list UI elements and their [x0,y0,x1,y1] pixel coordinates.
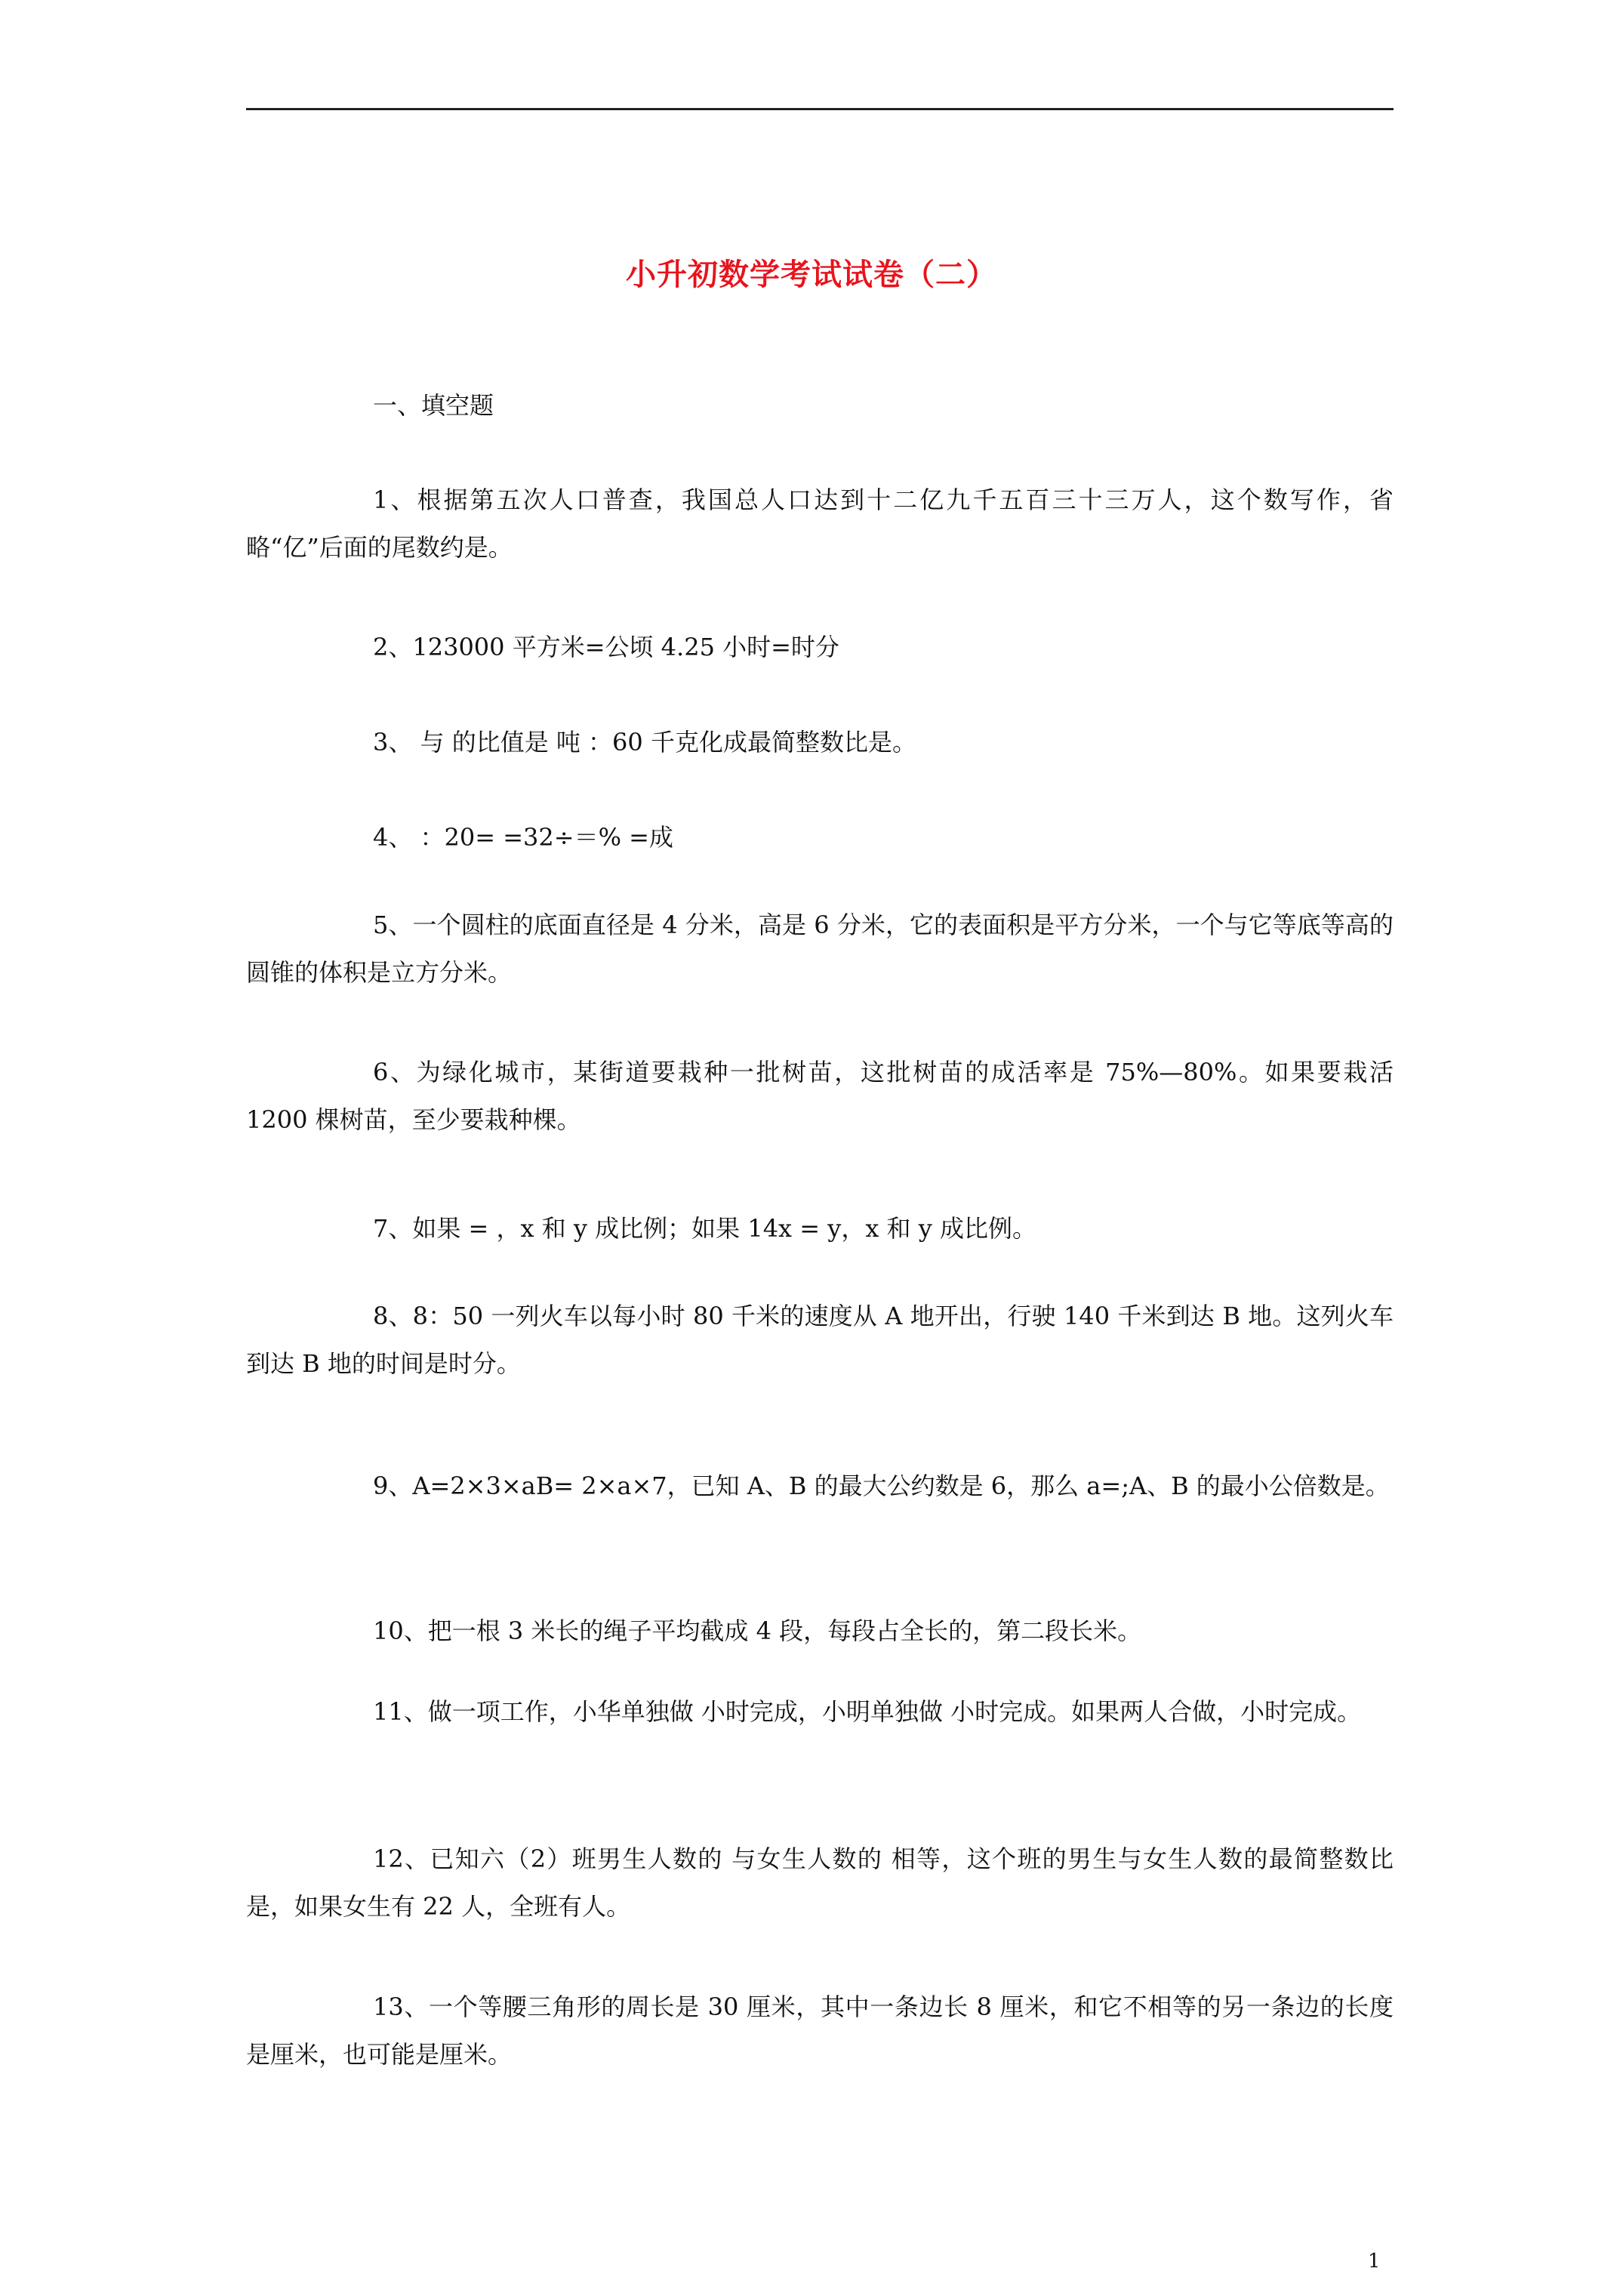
question-5: 5、一个圆柱的底面直径是 4 分米，高是 6 分米，它的表面积是平方分米，一个与它等底等高的圆锥的体积是立方分米。 [246,911,1394,987]
question-11: 11、做一项工作，小华单独做 小时完成，小明单独做 小时完成。如果两人合做，小时完成。 [373,1697,1362,1726]
question-8: 8、8：50 一列火车以每小时 80 千米的速度从 A 地开出，行驶 140 千米到达 B 地。这列火车到达 B 地的时间是时分。 [246,1302,1394,1378]
question-4: 4、 ：20= =32÷＝% =成 [373,823,673,852]
page-title: 小升初数学考试试卷（二） [626,257,997,292]
question-9: 9、A=2×3×aB= 2×a×7，已知 A、B 的最大公约数是 6，那么 a=;A、B 的最小公倍数是。 [373,1472,1390,1500]
header-rule [246,108,1394,110]
question-1: 1、根据第五次人口普查，我国总人口达到十二亿九千五百三十三万人，这个数写作，省略“亿”后面的尾数约是。 [246,485,1394,562]
question-12: 12、已知六（2）班男生人数的 与女生人数的 相等，这个班的男生与女生人数的最简整数比是，如果女生有 22 人，全班有人。 [246,1845,1394,1921]
question-6: 6、为绿化城市，某街道要栽种一批树苗，这批树苗的成活率是 75%—80%。如果要栽活 1200 棵树苗，至少要栽种棵。 [246,1058,1394,1134]
question-3: 3、 与 的比值是 吨 ：60 千克化成最简整数比是。 [373,728,916,757]
question-10: 10、把一根 3 米长的绳子平均截成 4 段，每段占全长的，第二段长米。 [373,1616,1142,1645]
question-2: 2、123000 平方米=公顷 4.25 小时=时分 [373,633,839,661]
section-heading: 一、填空题 [373,391,494,420]
question-7: 7、如果 = ，x 和 y 成比例；如果 14x = y，x 和 y 成比例。 [373,1214,1036,1243]
question-13: 13、一个等腰三角形的周长是 30 厘米，其中一条边长 8 厘米，和它不相等的另一条边的长度是厘米，也可能是厘米。 [246,1992,1394,2069]
page-number: 1 [1368,2250,1381,2273]
